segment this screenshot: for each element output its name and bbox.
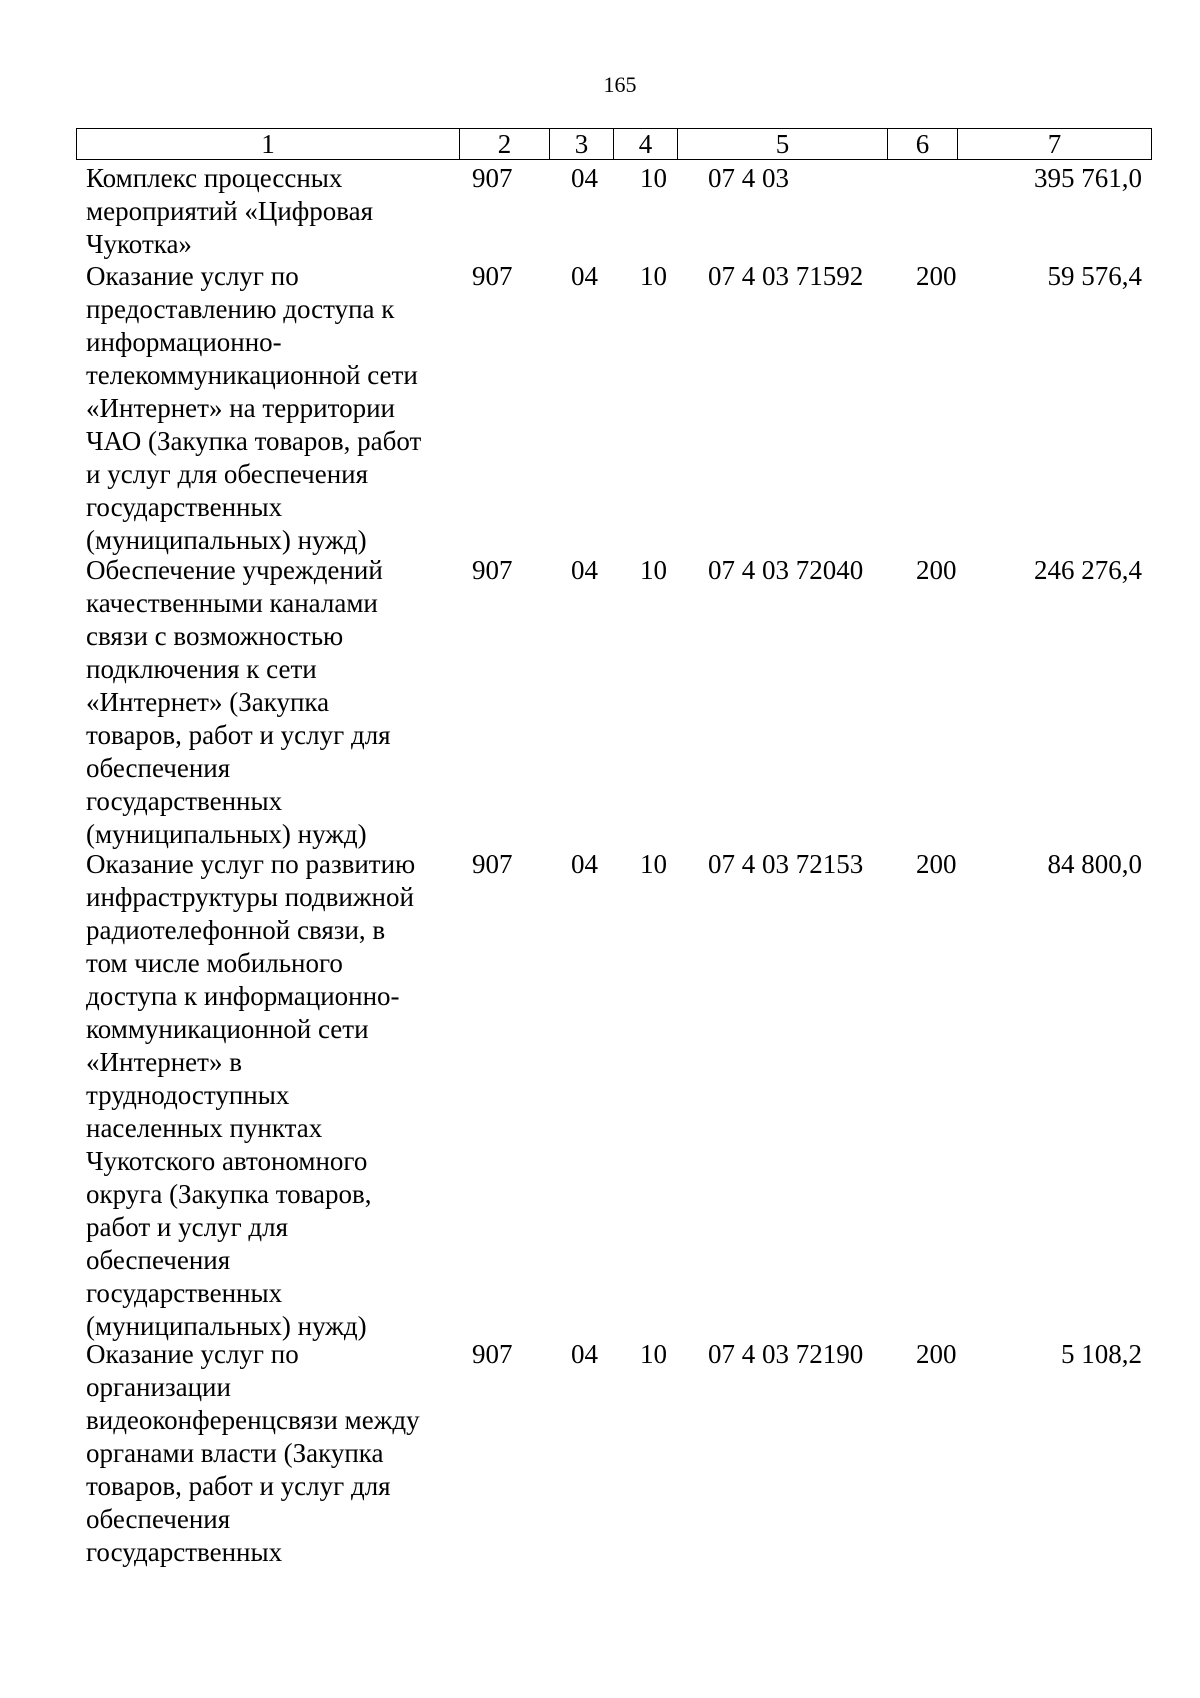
- row-col-5: 07 4 03 72040: [708, 555, 864, 585]
- row-name-line: доступа к информационно-: [86, 981, 400, 1011]
- row-name-line: коммуникационной сети: [86, 1014, 369, 1044]
- row-col-6: 200: [916, 261, 957, 291]
- row-name-line: Комплекс процессных: [86, 163, 343, 193]
- row-col-3: 04: [571, 163, 598, 193]
- table-header: [76, 128, 1152, 160]
- row-name-line: товаров, работ и услуг для: [86, 720, 391, 750]
- row-name: [86, 554, 442, 851]
- row-col-6: 200: [916, 849, 957, 879]
- row-name-line: государственных: [86, 492, 283, 522]
- row-name-line: Чукотка»: [86, 229, 192, 259]
- row-name-line: округа (Закупка товаров,: [86, 1179, 372, 1209]
- row-name-line: том числе мобильного: [86, 948, 343, 978]
- row-name-line: государственных: [86, 786, 283, 816]
- row-col-2: 907: [472, 163, 513, 193]
- row-name-line: населенных пунктах: [86, 1113, 323, 1143]
- header-col-6: 6: [887, 129, 957, 159]
- header-col-1: 1: [261, 129, 275, 159]
- row-name-line: подключения к сети: [86, 654, 317, 684]
- row-name-line: радиотелефонной связи, в: [86, 915, 386, 945]
- row-name-line: Оказание услуг по развитию: [86, 849, 416, 879]
- row-col-5: 07 4 03 72190: [708, 1339, 864, 1369]
- row-col-6: 200: [916, 1339, 957, 1369]
- row-name-line: предоставлению доступа к: [86, 294, 395, 324]
- row-name-line: информационно-: [86, 327, 282, 357]
- row-col-5: 07 4 03: [708, 163, 789, 193]
- row-name-line: качественными каналами: [86, 588, 378, 618]
- row-name-line: (муниципальных) нужд): [86, 525, 367, 555]
- row-name-line: организации: [86, 1372, 231, 1402]
- row-col-4: 10: [640, 849, 667, 879]
- row-name-line: «Интернет» на территории: [86, 393, 395, 423]
- row-name-line: (муниципальных) нужд): [86, 1311, 367, 1341]
- row-col-4: 10: [640, 163, 667, 193]
- row-name-line: государственных: [86, 1278, 283, 1308]
- row-col-4: 10: [640, 555, 667, 585]
- row-name-line: «Интернет» в: [86, 1047, 242, 1077]
- row-name-line: Оказание услуг по: [86, 1339, 299, 1369]
- row-col-2: 907: [472, 261, 513, 291]
- row-name-line: связи с возможностью: [86, 621, 344, 651]
- row-name-line: государственных: [86, 1537, 283, 1567]
- row-name-line: товаров, работ и услуг для: [86, 1471, 391, 1501]
- row-col-3: 04: [571, 849, 598, 879]
- row-col-7: 395 761,0: [1034, 163, 1142, 193]
- header-col-5: 5: [677, 129, 887, 159]
- row-name: [86, 162, 442, 261]
- row-name-line: (муниципальных) нужд): [86, 819, 367, 849]
- row-name-line: труднодоступных: [86, 1080, 290, 1110]
- header-col-2: 2: [459, 129, 549, 159]
- header-col-7: 7: [957, 129, 1151, 159]
- row-name-line: обеспечения: [86, 1245, 231, 1275]
- row-name-line: ЧАО (Закупка товаров, работ: [86, 426, 422, 456]
- row-col-5: 07 4 03 72153: [708, 849, 864, 879]
- row-name-line: инфраструктуры подвижной: [86, 882, 414, 912]
- row-name-line: и услуг для обеспечения: [86, 459, 369, 489]
- row-name-line: Чукотского автономного: [86, 1146, 368, 1176]
- row-name-line: обеспечения: [86, 753, 231, 783]
- row-name-line: обеспечения: [86, 1504, 231, 1534]
- row-name-line: мероприятий «Цифровая: [86, 196, 374, 226]
- row-col-4: 10: [640, 1339, 667, 1369]
- row-col-3: 04: [571, 261, 598, 291]
- row-col-6: 200: [916, 555, 957, 585]
- row-name: [86, 1338, 442, 1569]
- page-number: 165: [603, 72, 637, 97]
- row-name: [86, 848, 442, 1343]
- header-col-4: 4: [613, 129, 677, 159]
- row-col-7: 246 276,4: [1034, 555, 1142, 585]
- row-name-line: органами власти (Закупка: [86, 1438, 384, 1468]
- row-col-2: 907: [472, 555, 513, 585]
- row-col-3: 04: [571, 1339, 598, 1369]
- row-col-7: 84 800,0: [1047, 849, 1142, 879]
- row-col-5: 07 4 03 71592: [708, 261, 864, 291]
- row-col-7: 5 108,2: [1061, 1339, 1142, 1369]
- row-name-line: Обеспечение учреждений: [86, 555, 383, 585]
- row-name-line: видеоконференцсвязи между: [86, 1405, 420, 1435]
- row-col-4: 10: [640, 261, 667, 291]
- row-name: [86, 260, 442, 557]
- row-col-2: 907: [472, 1339, 513, 1369]
- row-col-7: 59 576,4: [1047, 261, 1142, 291]
- row-name-line: «Интернет» (Закупка: [86, 687, 330, 717]
- row-name-line: телекоммуникационной сети: [86, 360, 418, 390]
- header-col-3: 3: [549, 129, 613, 159]
- row-name-line: Оказание услуг по: [86, 261, 299, 291]
- row-name-line: работ и услуг для: [86, 1212, 289, 1242]
- row-col-3: 04: [571, 555, 598, 585]
- row-col-2: 907: [472, 849, 513, 879]
